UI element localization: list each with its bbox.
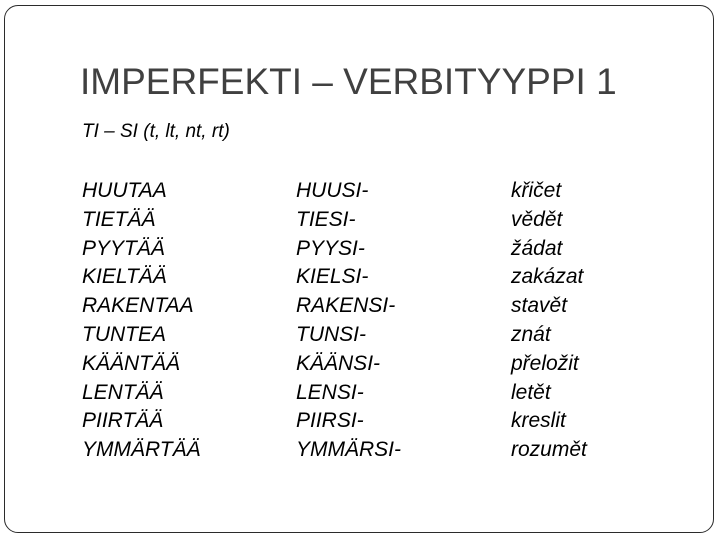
translation-item: přeložit (511, 351, 579, 375)
imperfect-stem-column (296, 177, 401, 465)
slide-frame (4, 5, 714, 533)
imperfect-stem-item: RAKENSI- (296, 294, 396, 318)
imperfect-stem-item: PIIRSI- (296, 409, 364, 433)
translation-column (511, 177, 587, 465)
imperfect-stem-item: LENSI- (296, 380, 364, 404)
imperfect-stem-item: KÄÄNSI- (296, 351, 381, 375)
imperfect-stem-item: HUUSI- (296, 179, 369, 202)
slide-subtitle: TI – SI (t, lt, nt, rt) (82, 121, 230, 142)
translation-item: žádat (511, 236, 563, 260)
infinitive-item: PYYTÄÄ (82, 236, 165, 260)
slide-title: IMPERFEKTI – VERBITYYPPI 1 (80, 61, 617, 102)
infinitive-item: TIETÄÄ (82, 207, 156, 231)
infinitive-item: PIIRTÄÄ (82, 409, 164, 433)
translation-item: vědět (511, 207, 563, 231)
translation-item: znát (511, 322, 551, 346)
translation-item: zakázat (511, 265, 584, 289)
imperfect-stem-item: TUNSI- (296, 322, 366, 346)
translation-item: kreslit (511, 409, 566, 433)
infinitive-item: HUUTAA (82, 179, 167, 202)
imperfect-stem-item: TIESI- (296, 207, 356, 231)
imperfect-stem-item: KIELSI- (296, 265, 369, 289)
imperfect-stem-item: YMMÄRSI- (296, 438, 401, 462)
translation-item: stavět (511, 294, 568, 318)
imperfect-stem-item: PYYSI- (296, 236, 365, 260)
translation-item: letět (511, 380, 551, 404)
translation-item: křičet (511, 179, 562, 202)
translation-item: rozumět (511, 438, 587, 462)
infinitive-item: YMMÄRTÄÄ (82, 438, 201, 462)
infinitive-item: KÄÄNTÄÄ (82, 351, 181, 375)
infinitive-item: TUNTEA (82, 322, 166, 346)
infinitive-item: RAKENTAA (82, 294, 194, 318)
infinitive-item: KIELTÄÄ (82, 265, 167, 289)
infinitive-column (82, 177, 201, 465)
infinitive-item: LENTÄÄ (82, 380, 164, 404)
